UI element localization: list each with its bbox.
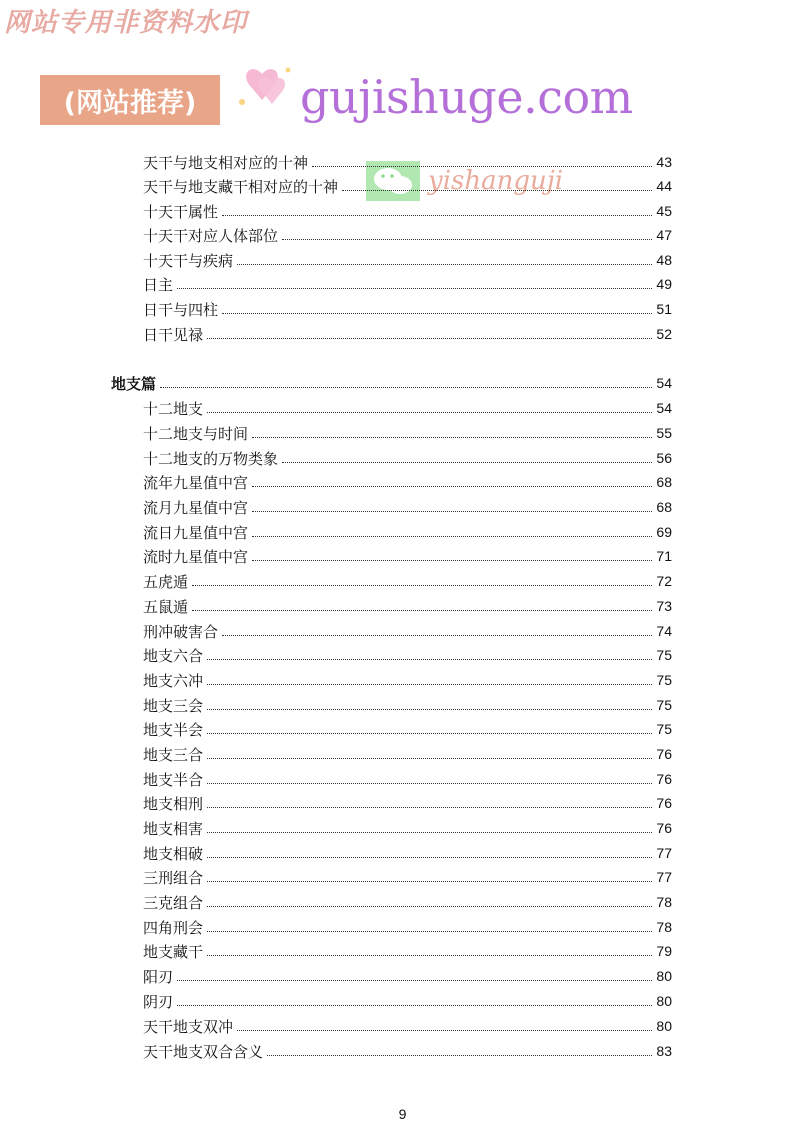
toc-entry-title: 十二地支的万物类象 <box>143 449 279 468</box>
toc-entry[interactable] <box>143 421 672 445</box>
toc-entry[interactable] <box>143 150 672 174</box>
toc-dot-leader <box>207 919 652 932</box>
toc-entry-page: 78 <box>656 919 672 935</box>
toc-dot-leader <box>252 548 652 561</box>
toc-entry-title: 日干见禄 <box>143 325 204 344</box>
toc-entry-page: 56 <box>656 450 672 466</box>
toc-entry-title: 十二地支 <box>143 399 204 418</box>
toc-dot-leader <box>207 326 652 339</box>
toc-entry[interactable] <box>143 890 672 914</box>
toc-entry-title: 十天干属性 <box>143 202 219 221</box>
toc-entry-page: 48 <box>656 252 672 268</box>
toc-dot-leader <box>207 721 652 734</box>
toc-entry[interactable] <box>143 964 672 988</box>
toc-entry[interactable] <box>143 470 672 494</box>
toc-entry[interactable] <box>143 791 672 815</box>
toc-entry-title: 地支藏干 <box>143 942 204 961</box>
toc-dot-leader <box>207 795 652 808</box>
toc-entry-title: 阳刃 <box>143 967 174 986</box>
toc-entry[interactable] <box>143 297 672 321</box>
toc-entry[interactable] <box>143 174 672 198</box>
toc-entry[interactable] <box>143 272 672 296</box>
toc-entry[interactable] <box>143 322 672 346</box>
toc-entry-title: 十二地支与时间 <box>143 424 249 443</box>
toc-entry-page: 80 <box>656 993 672 1009</box>
toc-entry-title: 日干与四柱 <box>143 300 219 319</box>
toc-dot-leader <box>252 499 652 512</box>
toc-entry[interactable] <box>143 396 672 420</box>
toc-dot-leader <box>222 203 652 216</box>
toc-entry[interactable] <box>143 223 672 247</box>
toc-entry-title: 地支半合 <box>143 770 204 789</box>
toc-entry[interactable] <box>143 742 672 766</box>
toc-dot-leader <box>207 647 652 660</box>
toc-entry-title: 流年九星值中宫 <box>143 473 249 492</box>
toc-dot-leader <box>207 894 652 907</box>
toc-entry-title: 流月九星值中宫 <box>143 498 249 517</box>
toc-entry[interactable] <box>143 1039 672 1063</box>
toc-entry-page: 78 <box>656 894 672 910</box>
toc-entry-title: 天干地支双冲 <box>143 1017 234 1036</box>
toc-dot-leader <box>312 154 652 167</box>
toc-entry[interactable] <box>143 569 672 593</box>
toc-entry[interactable] <box>143 520 672 544</box>
toc-dot-leader <box>207 746 652 759</box>
toc-entry-title: 天干与地支相对应的十神 <box>143 153 309 172</box>
toc-entry-title: 地支相破 <box>143 844 204 863</box>
toc-entry-title: 十天干与疾病 <box>143 251 234 270</box>
toc-entry-page: 75 <box>656 721 672 737</box>
toc-entry[interactable] <box>143 693 672 717</box>
toc-dot-leader <box>207 400 652 413</box>
toc-entry-title: 日主 <box>143 275 174 294</box>
toc-entry-page: 69 <box>656 524 672 540</box>
toc-entry[interactable] <box>143 816 672 840</box>
toc-entry-page: 76 <box>656 820 672 836</box>
toc-entry-page: 68 <box>656 499 672 515</box>
toc-dot-leader <box>160 375 652 388</box>
toc-dot-leader <box>207 845 652 858</box>
toc-entry-page: 68 <box>656 474 672 490</box>
toc-entry-page: 77 <box>656 845 672 861</box>
toc-entry-title: 地支六冲 <box>143 671 204 690</box>
toc-entry-title: 三刑组合 <box>143 868 204 887</box>
toc-dot-leader <box>207 820 652 833</box>
toc-entry-page: 71 <box>656 548 672 564</box>
toc-entry[interactable] <box>143 915 672 939</box>
toc-entry-title: 地支三合 <box>143 745 204 764</box>
site-logo: gujishuge.com <box>300 70 633 124</box>
toc-entry-title: 地支六合 <box>143 646 204 665</box>
toc-entry-page: 75 <box>656 672 672 688</box>
toc-entry-page: 47 <box>656 227 672 243</box>
toc-entry-page: 54 <box>656 400 672 416</box>
toc-dot-leader <box>192 573 652 586</box>
wechat-id-text: yishanguji <box>428 166 564 196</box>
toc-dot-leader <box>252 425 652 438</box>
toc-entry-title: 四角刑会 <box>143 918 204 937</box>
toc-dot-leader <box>207 771 652 784</box>
toc-entry-page: 43 <box>656 154 672 170</box>
toc-entry[interactable] <box>143 643 672 667</box>
toc-entry[interactable] <box>143 495 672 519</box>
toc-dot-leader <box>252 474 652 487</box>
toc-entry-page: 75 <box>656 697 672 713</box>
page-number: 9 <box>398 1106 407 1122</box>
toc-dot-leader <box>282 450 652 463</box>
recommend-badge: (网站推荐) <box>40 75 220 125</box>
toc-entry-title: 阴刃 <box>143 992 174 1011</box>
toc-entry-title: 地支半会 <box>143 720 204 739</box>
toc-entry[interactable] <box>143 989 672 1013</box>
toc-dot-leader <box>177 993 652 1006</box>
toc-dot-leader <box>207 672 652 685</box>
toc-entry-page: 73 <box>656 598 672 614</box>
toc-entry-title: 地支相害 <box>143 819 204 838</box>
hearts-icon <box>232 60 300 120</box>
toc-dot-leader <box>207 697 652 710</box>
toc-entry-title: 地支三会 <box>143 696 204 715</box>
toc-entry-page: 49 <box>656 276 672 292</box>
toc-entry-title: 三克组合 <box>143 893 204 912</box>
toc-dot-leader <box>237 1018 652 1031</box>
toc-entry-page: 76 <box>656 746 672 762</box>
toc-dot-leader <box>342 178 652 191</box>
toc-entry-title: 地支篇 <box>111 374 157 393</box>
toc-entry-title: 五鼠遁 <box>143 597 189 616</box>
toc-dot-leader <box>282 227 652 240</box>
toc-entry-page: 77 <box>656 869 672 885</box>
toc-dot-leader <box>192 598 652 611</box>
toc-entry-page: 76 <box>656 771 672 787</box>
toc-dot-leader <box>237 252 652 265</box>
toc-entry[interactable] <box>143 865 672 889</box>
toc-entry-page: 76 <box>656 795 672 811</box>
toc-entry[interactable] <box>143 939 672 963</box>
toc-entry-page: 83 <box>656 1043 672 1059</box>
toc-entry[interactable] <box>143 668 672 692</box>
toc-entry-page: 75 <box>656 647 672 663</box>
toc-entry-page: 80 <box>656 1018 672 1034</box>
toc-entry[interactable] <box>143 248 672 272</box>
toc-entry-title: 刑冲破害合 <box>143 622 219 641</box>
toc-entry[interactable] <box>143 594 672 618</box>
toc-entry[interactable] <box>143 544 672 568</box>
toc-dot-leader <box>222 301 652 314</box>
toc-dot-leader <box>207 869 652 882</box>
toc-dot-leader <box>177 968 652 981</box>
toc-entry-title: 五虎遁 <box>143 572 189 591</box>
toc-entry-page: 79 <box>656 943 672 959</box>
toc-entry-page: 80 <box>656 968 672 984</box>
toc-entry-title: 流日九星值中宫 <box>143 523 249 542</box>
toc-dot-leader <box>222 623 652 636</box>
toc-entry[interactable] <box>111 371 672 395</box>
toc-entry-title: 十天干对应人体部位 <box>143 226 279 245</box>
toc-entry[interactable] <box>143 767 672 791</box>
toc-entry[interactable] <box>143 1014 672 1038</box>
toc-entry[interactable] <box>143 717 672 741</box>
toc-entry[interactable] <box>143 446 672 470</box>
toc-dot-leader <box>252 524 652 537</box>
toc-entry[interactable] <box>143 619 672 643</box>
toc-entry-title: 天干与地支藏干相对应的十神 <box>143 177 339 196</box>
toc-entry[interactable] <box>143 841 672 865</box>
toc-dot-leader <box>267 1043 652 1056</box>
toc-entry-title: 天干地支双合含义 <box>143 1042 264 1061</box>
toc-entry-page: 72 <box>656 573 672 589</box>
toc-entry-page: 55 <box>656 425 672 441</box>
toc-entry-page: 45 <box>656 203 672 219</box>
toc-entry-page: 44 <box>656 178 672 194</box>
toc-entry-page: 74 <box>656 623 672 639</box>
toc-entry-page: 52 <box>656 326 672 342</box>
top-watermark-text: 网站专用非资料水印 <box>4 8 248 38</box>
toc-entry-page: 51 <box>656 301 672 317</box>
toc-dot-leader <box>207 943 652 956</box>
toc-entry-page: 54 <box>656 375 672 391</box>
toc-entry-title: 流时九星值中宫 <box>143 547 249 566</box>
toc-entry[interactable] <box>143 199 672 223</box>
toc-dot-leader <box>177 276 652 289</box>
toc-entry-title: 地支相刑 <box>143 794 204 813</box>
